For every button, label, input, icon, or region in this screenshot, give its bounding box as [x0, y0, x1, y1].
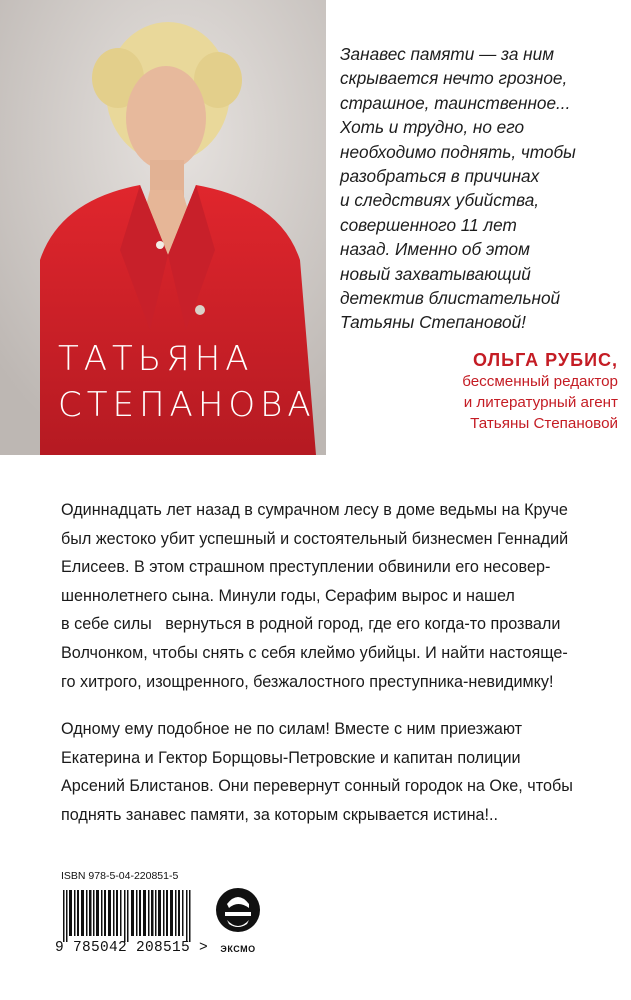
quote-line: необходимо поднять, чтобы	[340, 141, 576, 162]
quote-line: разобраться в причинах	[340, 166, 540, 187]
author-name	[58, 336, 326, 428]
quote-line: и следствиях убийства,	[340, 190, 540, 211]
author-last-name: СТЕПАНОВА	[58, 385, 316, 425]
author-photo	[0, 0, 326, 455]
publisher-name: ЭКСМО	[220, 944, 256, 954]
quote-line: Занавес памяти — за ним	[340, 44, 554, 64]
signature-title: Татьяны Степановой	[470, 415, 618, 432]
text-line: поднять занавес памяти, за которым скрывается истина!..	[61, 805, 499, 824]
signature-title: и литературный агент	[463, 394, 618, 411]
text-line: Елисеев. В этом страшном преступлении обвинили его несовер-	[61, 558, 551, 577]
quote-line: новый захватывающий	[340, 263, 531, 284]
text-line: го хитрого, изощренного, безжалостного преступника-невидимку!	[61, 672, 554, 691]
quote-line: совершенного 11 лет	[340, 214, 517, 235]
isbn-label: ISBN 978-5-04-220851-5	[61, 870, 179, 882]
signature-name: ОЛЬГА РУБИС,	[472, 350, 618, 370]
quote-line: детектив блистательной	[340, 288, 561, 309]
text-line: Одному ему подобное не по силам! Вместе с ним приезжают	[61, 720, 523, 738]
quote-line: назад. Именно об этом	[340, 239, 530, 260]
text-line: Волчонком, чтобы снять с себя клеймо убийцы. И найти настояще-	[61, 643, 568, 662]
text-line: Екатерина и Гектор Борщовы-Петровские и капитан полиции	[61, 748, 521, 767]
barcode-digits: 9 785042 208515 >	[55, 940, 209, 956]
text-line: был жестоко убит успешный и состоятельный бизнесмен Геннадий	[61, 529, 569, 548]
author-first-name: ТАТЬЯНА	[58, 339, 254, 379]
isbn-barcode	[55, 868, 209, 980]
barcode-icon	[55, 890, 203, 942]
quote-line: скрывается нечто грозное,	[340, 68, 568, 89]
text-line: в себе силы вернуться в родной город, где его когда-то прозвали	[61, 615, 561, 634]
editor-quote	[340, 42, 630, 335]
quote-signature	[318, 349, 618, 434]
text-line: Одиннадцать лет назад в сумрачном лесу в доме ведьмы на Круче	[61, 501, 568, 519]
quote-line: страшное, таинственное...	[340, 92, 571, 113]
text-line: Арсений Блистанов. Они перевернут сонный городок на Оке, чтобы	[61, 777, 573, 796]
quote-line: Хоть и трудно, но его	[340, 117, 525, 138]
annotation-paragraph-1	[61, 496, 621, 696]
signature-title: бессменный редактор	[462, 373, 618, 390]
annotation-paragraph-2	[61, 715, 621, 829]
text-line: шеннолетнего сына. Минули годы, Серафим вырос и нашел	[61, 586, 515, 605]
quote-line: Татьяны Степановой!	[340, 312, 526, 333]
